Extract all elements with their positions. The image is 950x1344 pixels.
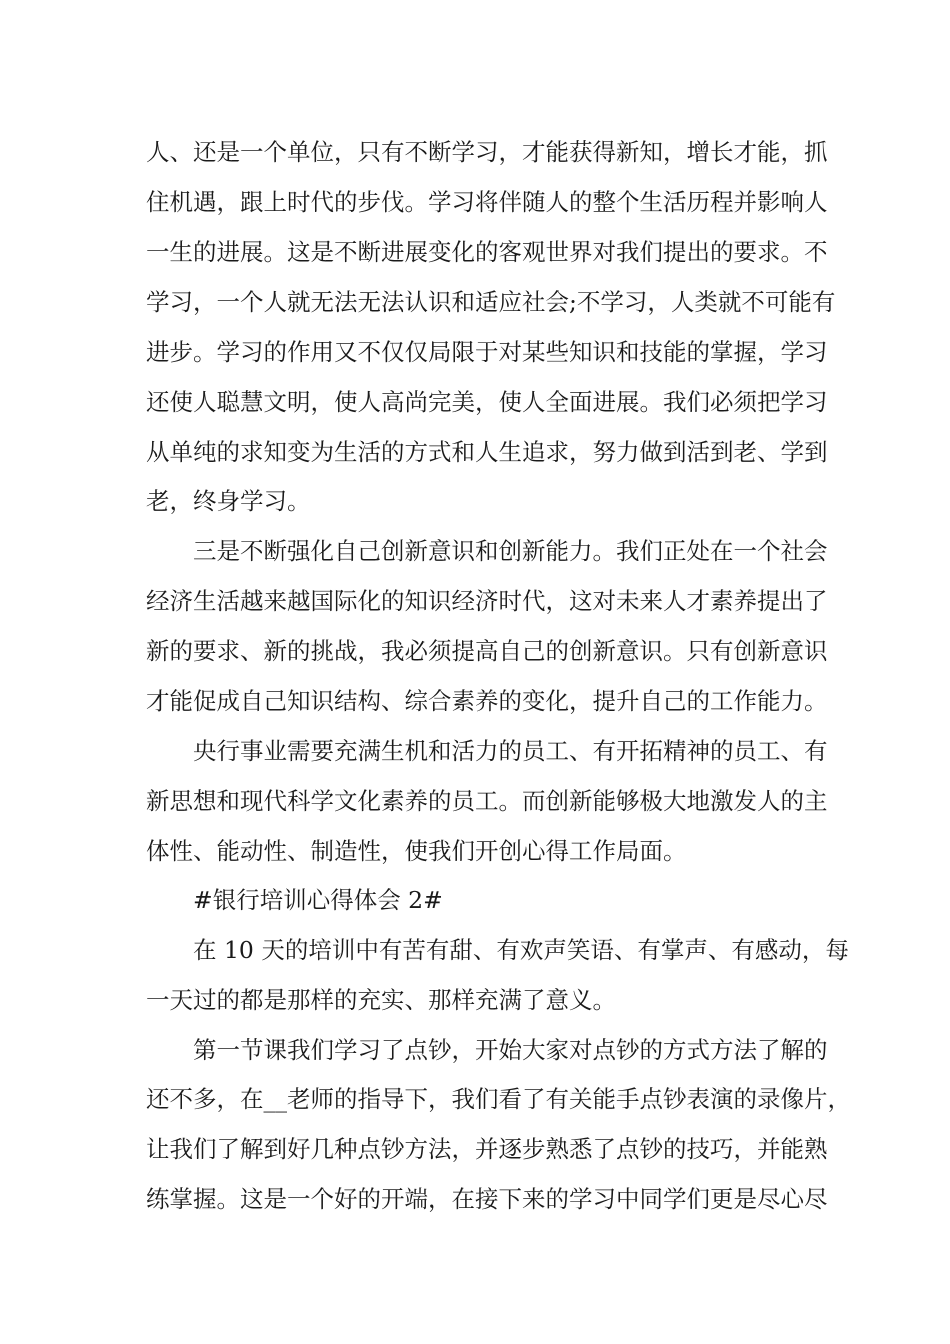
- text-line: 新的要求、新的挑战，我必须提高自己的创新意识。只有创新意识: [146, 637, 828, 665]
- section-heading: #银行培训心得体会 2#: [193, 886, 443, 914]
- text-line: 新思想和现代科学文化素养的员工。而创新能够极大地激发人的主: [146, 787, 828, 815]
- text-line: 一生的进展。这是不断进展变化的客观世界对我们提出的要求。不: [146, 238, 828, 266]
- text-line: 央行事业需要充满生机和活力的员工、有开拓精神的员工、有: [193, 737, 828, 765]
- text-line: 三是不断强化自己创新意识和创新能力。我们正处在一个社会: [193, 537, 828, 565]
- text-line: 还不多，在__老师的指导下，我们看了有关能手点钞表演的录像片，: [146, 1085, 851, 1113]
- text-line: 一天过的都是那样的充实、那样充满了意义。: [146, 986, 616, 1014]
- text-line: 人、还是一个单位，只有不断学习，才能获得新知，增长才能，抓: [146, 138, 828, 166]
- text-line: 进步。学习的作用又不仅仅局限于对某些知识和技能的掌握，学习: [146, 338, 828, 366]
- text-line: 才能促成自己知识结构、综合素养的变化，提升自己的工作能力。: [146, 687, 828, 715]
- text-line: 老，终身学习。: [146, 487, 311, 515]
- text-line: 从单纯的求知变为生活的方式和人生追求，努力做到活到老、学到: [146, 438, 828, 466]
- text-line: 经济生活越来越国际化的知识经济时代，这对未来人才素养提出了: [146, 587, 828, 615]
- text-line: 住机遇，跟上时代的步伐。学习将伴随人的整个生活历程并影响人: [146, 188, 828, 216]
- text-line: 学习，一个人就无法无法认识和适应社会;不学习，人类就不可能有: [146, 288, 836, 316]
- text-line: 还使人聪慧文明，使人高尚完美，使人全面进展。我们必须把学习: [146, 388, 828, 416]
- text-line: 第一节课我们学习了点钞，开始大家对点钞的方式方法了解的: [193, 1036, 828, 1064]
- text-line: 练掌握。这是一个好的开端，在接下来的学习中同学们更是尽心尽: [146, 1185, 828, 1213]
- text-line: 让我们了解到好几种点钞方法，并逐步熟悉了点钞的技巧，并能熟: [146, 1135, 828, 1163]
- text-line: 在 10 天的培训中有苦有甜、有欢声笑语、有掌声、有感动，每: [193, 936, 849, 964]
- text-line: 体性、能动性、制造性，使我们开创心得工作局面。: [146, 837, 687, 865]
